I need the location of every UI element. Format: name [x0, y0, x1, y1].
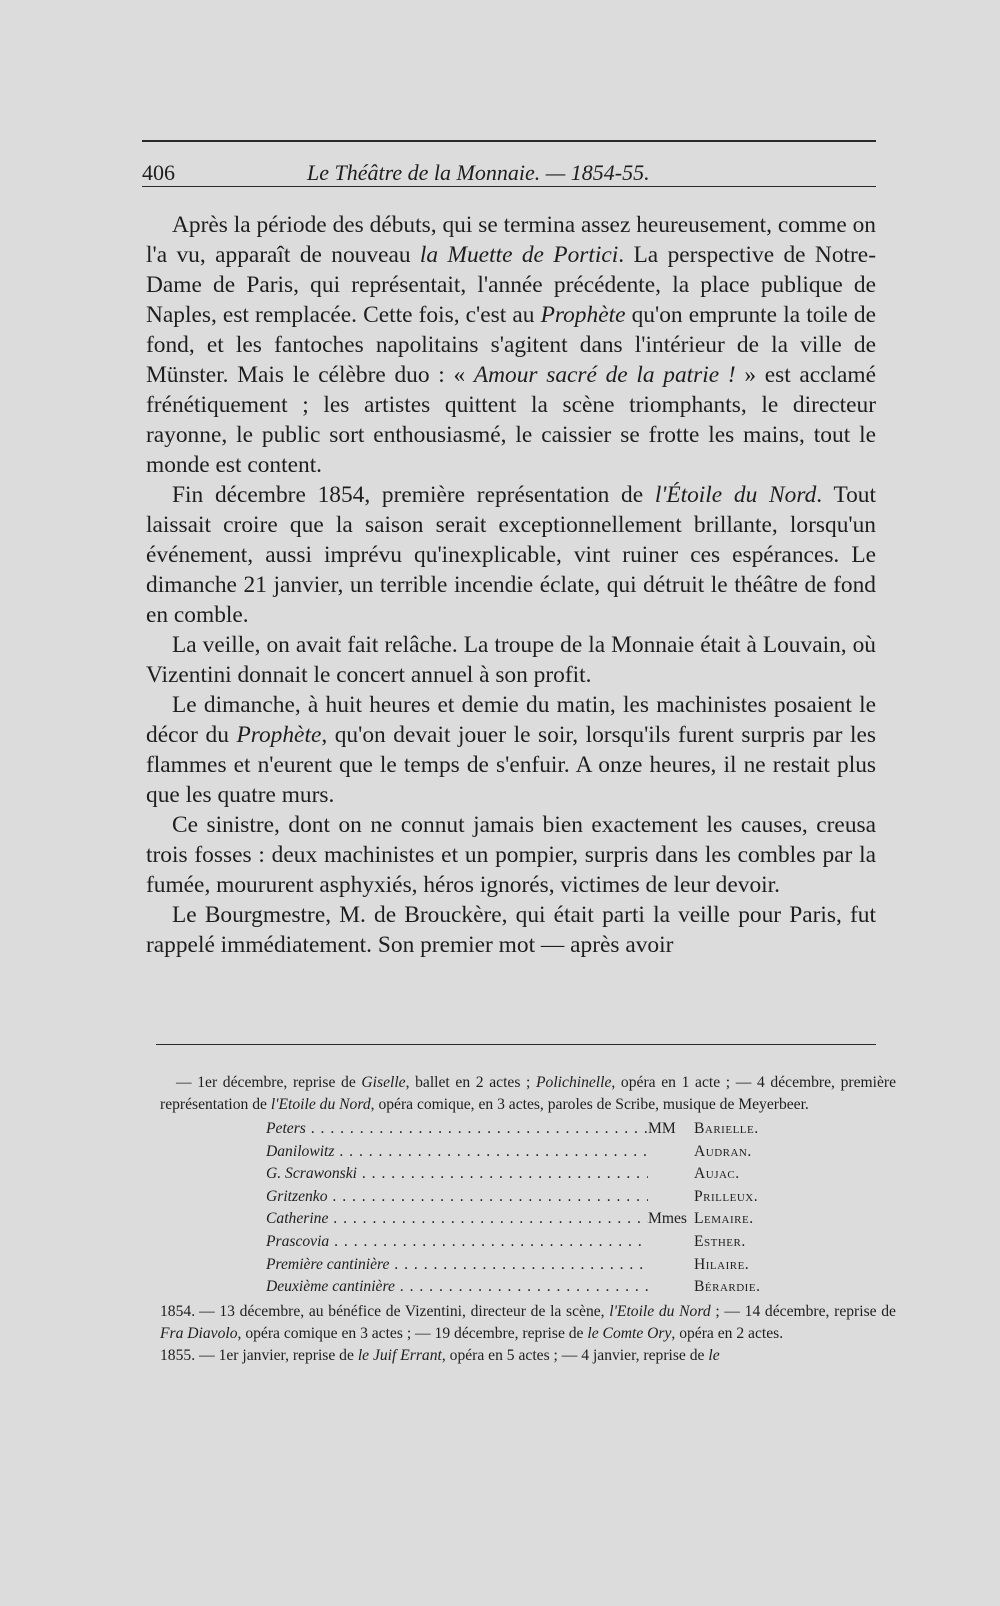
italic-run: Prophète [540, 302, 626, 328]
cast-role: Première cantinière . . . [266, 1254, 648, 1276]
cast-actor: Lemaire. [694, 1210, 754, 1228]
cast-role: Peters . . . [266, 1118, 648, 1140]
paragraph [146, 630, 876, 690]
footnote-1855 [160, 1345, 896, 1367]
paragraph [146, 690, 876, 810]
cast-prefix: MM [648, 1120, 676, 1137]
cast-actor: Prilleux. [694, 1187, 759, 1205]
page-number: 406 [142, 160, 175, 185]
cast-row [266, 1276, 786, 1299]
text-run: , ballet en 2 actes ; [405, 1074, 537, 1091]
cast-role: Deuxième cantinière . . . [266, 1276, 648, 1298]
cast-row [266, 1186, 786, 1209]
main-text [146, 210, 876, 960]
footnotes [160, 1072, 896, 1367]
paragraph [146, 810, 876, 900]
cast-row [266, 1118, 786, 1141]
cast-actor: Barielle. [694, 1120, 759, 1137]
text-run: — 1er décembre, reprise de [176, 1074, 362, 1091]
cast-list [266, 1118, 786, 1299]
cast-row [266, 1208, 786, 1231]
page-header [142, 160, 876, 192]
text-run: — 13 décembre, au bénéfice de Vizentini, directeur de la scène, [199, 1302, 610, 1320]
text-run: , opéra en 1 acte ; — 4 décembre, première représentation de [160, 1074, 896, 1113]
italic-run: l'Étoile du Nord [654, 482, 817, 508]
cast-actor: Hilaire. [694, 1255, 750, 1273]
year-label: 1854. [160, 1302, 196, 1320]
cast-actor: Esther. [694, 1232, 746, 1250]
text-run: Le dimanche, à huit heures et demie du matin, les machinistes posaient le décor du [146, 692, 876, 748]
cast-actor: Audran. [694, 1142, 752, 1160]
text-run: , opéra en 5 actes ; — 4 janvier, reprise de [441, 1346, 709, 1364]
footnote-1854-text [160, 1303, 896, 1342]
footnote-rule [156, 1044, 876, 1045]
text-run: Après la période des débuts, qui se termina assez heureusement, comme on l'a vu, apparaît de nouveau [146, 212, 876, 268]
cast-actor: Bérardie. [694, 1278, 761, 1296]
text-run: » est acclamé frénétiquement ; les artistes quittent la scène triomphants, le directeur rayonne, le public sort enthousiasmé, le caissier se frotte les mains, tout le monde est content. [146, 362, 876, 478]
italic-run: le Juif Errant [357, 1346, 442, 1364]
text-run: — 1er janvier, reprise de [199, 1346, 358, 1364]
text-run: La veille, on avait fait relâche. La troupe de la Monnaie était à Louvain, où Vizentini donnait le concert annuel à son profit. [146, 632, 876, 688]
cast-role: Gritzenko . . . [266, 1186, 648, 1208]
text-run: qu'on emprunte la toile de fond, et les fantoches napolitains s'agitent dans l'intérieur de la ville de Münster. Mais le célèbre duo : « [146, 302, 876, 388]
text-run: , opéra comique, en 3 actes, paroles de Scribe, musique de Meyerbeer. [370, 1096, 809, 1113]
cast-row [266, 1254, 786, 1277]
italic-run: le Comte Ory [587, 1324, 672, 1342]
italic-run: Amour sacré de la patrie ! [473, 362, 736, 388]
cast-role: G. Scrawonski . . . [266, 1163, 648, 1185]
running-title: Le Théâtre de la Monnaie. — 1854-55. [307, 160, 650, 185]
paragraph [146, 210, 876, 480]
paragraph [146, 480, 876, 630]
cast-row [266, 1231, 786, 1254]
text-run: Ce sinistre, dont on ne connut jamais bien exactement les causes, creusa trois fosses : deux machinistes et un pompier, surpris dans les combles par la fumée, moururent asphyxiés, héros ignorés, victimes de leur devoir. [146, 812, 876, 898]
text-run: . Tout laissait croire que la saison serait exceptionnellement brillante, lorsqu'un événement, aussi imprévu qu'inexplicable, vint ruiner ces espérances. Le dimanche 21 janvier, un terrible incendie éclate, qui détruit le théâtre de fond en comble. [146, 482, 876, 628]
cast-role: Catherine . . . [266, 1208, 648, 1230]
footnote-1855-text [199, 1347, 720, 1364]
footnote-1854 [160, 1301, 896, 1345]
text-run: , opéra comique en 3 actes ; — 19 décembre, reprise de [237, 1324, 588, 1342]
cast-role: Prascovia . . . [266, 1231, 648, 1253]
cast-row [266, 1163, 786, 1186]
text-run: ; — 14 décembre, reprise de [710, 1302, 896, 1320]
italic-run: la Muette de Portici [419, 242, 619, 268]
italic-run: l'Etoile du Nord [609, 1302, 711, 1320]
cast-prefix: Mmes [648, 1210, 687, 1228]
year-label: 1855. [160, 1346, 196, 1364]
italic-run: Giselle [361, 1074, 406, 1091]
top-rule [142, 140, 876, 142]
italic-run: le [708, 1346, 720, 1364]
italic-run: Prophète [236, 722, 322, 748]
cast-role: Danilowitz . . . [266, 1141, 648, 1163]
header-rule [142, 186, 876, 187]
italic-run: Polichinelle [536, 1074, 612, 1091]
italic-run: l'Etoile du Nord [270, 1096, 371, 1113]
footnote-intro [160, 1072, 896, 1116]
text-run: , qu'on devait jouer le soir, lorsqu'ils furent surpris par les flammes et n'eurent que le temps de s'enfuir. A onze heures, il ne restait plus que les quatre murs. [146, 722, 876, 808]
italic-run: Fra Diavolo [160, 1324, 238, 1342]
text-run: Le Bourgmestre, M. de Brouckère, qui était parti la veille pour Paris, fut rappelé immédiatement. Son premier mot — après avoir [146, 902, 876, 958]
cast-row [266, 1141, 786, 1164]
text-run: Fin décembre 1854, première représentation de [172, 482, 655, 508]
cast-actor: Aujac. [694, 1165, 740, 1183]
text-run: , opéra en 2 actes. [671, 1324, 784, 1342]
text-run: . La perspective de Notre-Dame de Paris, qui représentait, l'année précédente, la place publique de Naples, est remplacée. Cette fois, c'est au [146, 242, 876, 328]
paragraph [146, 900, 876, 960]
